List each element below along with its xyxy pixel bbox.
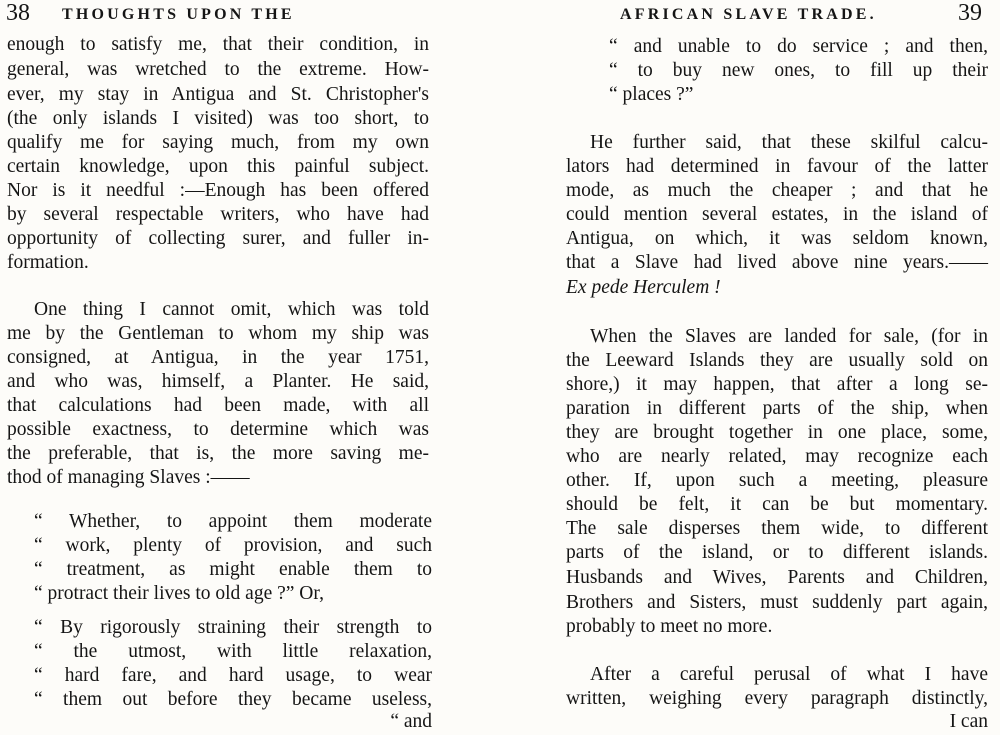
quote-line: “ and unable to do service ; and then, (609, 36, 988, 57)
text-line: After a careful perusal of what I have (590, 664, 988, 685)
text-line: they are brought together in one place, some, (566, 422, 988, 443)
text-line: One thing I cannot omit, which was told (34, 299, 429, 320)
text-line: formation. (7, 252, 89, 273)
text-line: ever, my stay in Antigua and St. Christopher's (7, 84, 429, 105)
text-line: He further said, that these skilful calcu- (590, 132, 988, 153)
right-page (500, 0, 1000, 735)
left-page-number: 38 (6, 0, 30, 26)
quote-line: “ protract their lives to old age ?” Or, (34, 583, 324, 604)
text-line: should be felt, it can be but momentary. (566, 494, 988, 515)
quote-line: “ hard fare, and hard usage, to wear (34, 665, 432, 686)
text-line: mode, as much the cheaper ; and that he (566, 180, 988, 201)
text-line: by several respectable writers, who have had (7, 204, 429, 225)
text-line: Nor is it needful :—Enough has been offered (7, 180, 429, 201)
latin-phrase: Ex pede Herculem ! (566, 277, 721, 298)
text-line: general, was wretched to the extreme. How- (7, 59, 429, 80)
text-line: and who was, himself, a Planter. He said, (7, 371, 429, 392)
catchword: “ and (390, 711, 432, 732)
text-line: consigned, at Antigua, in the year 1751, (7, 347, 429, 368)
text-line: the Leeward Islands they are usually sold on (566, 350, 988, 371)
text-line: Husbands and Wives, Parents and Children, (566, 567, 988, 588)
text-line: other. If, upon such a meeting, pleasure (566, 470, 988, 491)
right-page-number: 39 (958, 0, 982, 26)
text-line: that a Slave had lived above nine years.—— (566, 252, 988, 273)
quote-line: “ Whether, to appoint them moderate (34, 511, 432, 532)
text-line: Brothers and Sisters, must suddenly part again, (566, 592, 988, 613)
text-line: enough to satisfy me, that their condition, in (7, 34, 429, 55)
quote-line: “ to buy new ones, to fill up their (609, 60, 988, 81)
text-line: who are nearly related, may recognize each (566, 446, 988, 467)
quote-line: “ places ?” (609, 84, 694, 105)
text-line: qualify me for saying much, from my own (7, 132, 429, 153)
quote-line: “ By rigorously straining their strength to (34, 617, 432, 638)
text-line: certain knowledge, upon this painful subject. (7, 156, 429, 177)
text-line: paration in different parts of the ship, when (566, 398, 988, 419)
text-line: The sale disperses them wide, to different (566, 518, 988, 539)
text-line: opportunity of collecting surer, and fuller in- (7, 228, 429, 249)
text-line: Antigua, on which, it was seldom known, (566, 228, 988, 249)
right-running-head: AFRICAN SLAVE TRADE. (620, 6, 877, 23)
text-line: lators had determined in favour of the latter (566, 156, 988, 177)
text-line: possible exactness, to determine which was (7, 419, 429, 440)
left-running-head: THOUGHTS UPON THE (62, 6, 295, 23)
catchword: I can (949, 711, 988, 732)
text-line: the preferable, that is, the more saving me- (7, 443, 429, 464)
text-line: thod of managing Slaves :—— (7, 467, 250, 488)
text-line: written, weighing every paragraph distinctly, (566, 688, 988, 709)
text-line: probably to meet no more. (566, 616, 773, 637)
quote-line: “ the utmost, with little relaxation, (34, 641, 432, 662)
text-line: parts of the island, or to different islands. (566, 542, 988, 563)
quote-line: “ treatment, as might enable them to (34, 559, 432, 580)
quote-line: “ them out before they became useless, (34, 689, 432, 710)
text-line: shore,) it may happen, that after a long se- (566, 374, 988, 395)
text-line: me by the Gentleman to whom my ship was (7, 323, 429, 344)
text-line: (the only islands I visited) was too short, to (7, 108, 429, 129)
text-line: that calculations had been made, with all (7, 395, 429, 416)
text-line: could mention several estates, in the island of (566, 204, 988, 225)
quote-line: “ work, plenty of provision, and such (34, 535, 432, 556)
text-line: When the Slaves are landed for sale, (for in (590, 326, 988, 347)
